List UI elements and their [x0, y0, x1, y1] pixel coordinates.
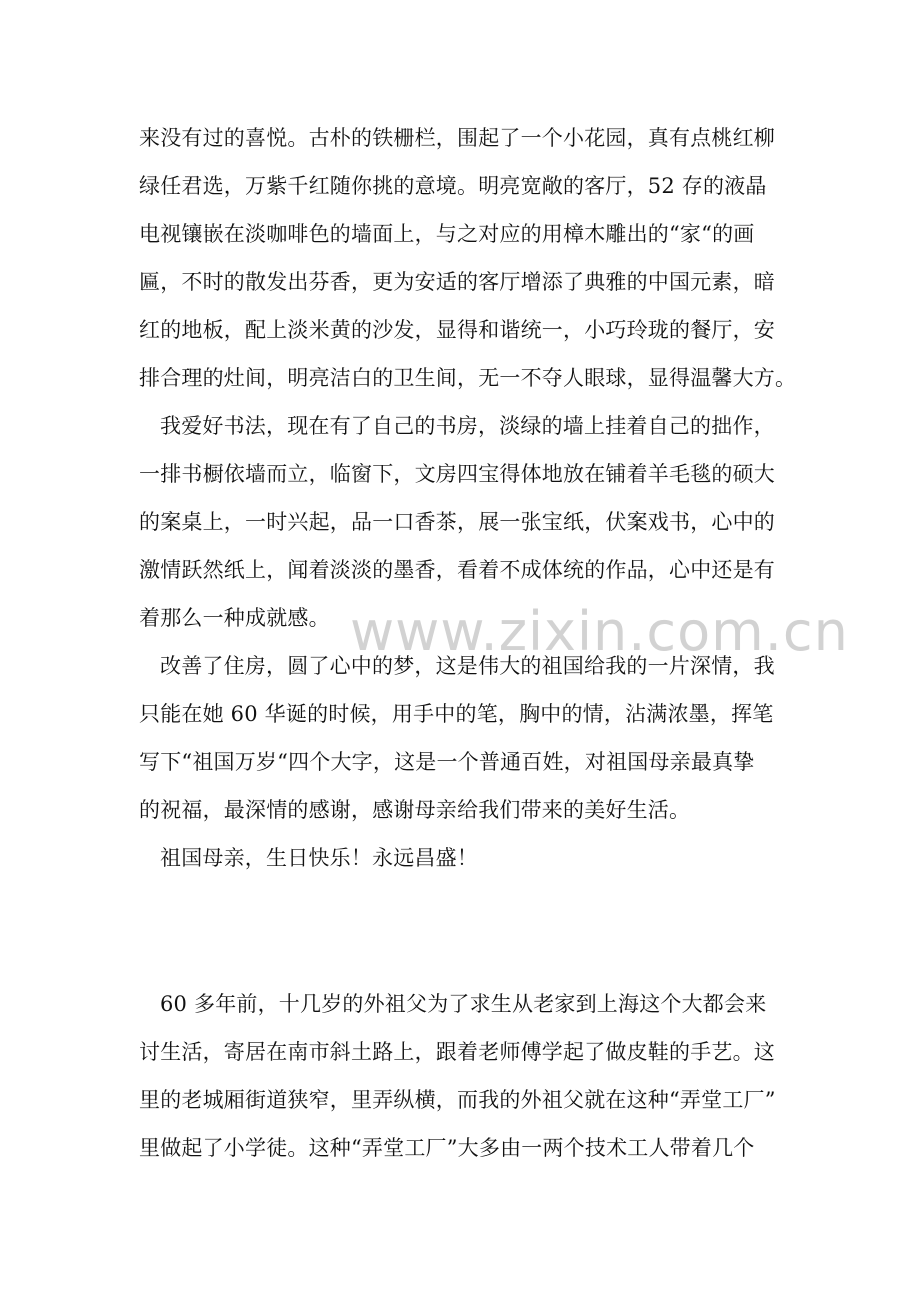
text-line: 电视镶嵌在淡咖啡色的墙面上，与之对应的用樟木雕出的“家“的画 — [139, 222, 755, 246]
text-line: 着那么一种成就感。 — [139, 606, 330, 630]
text-line: 一排书橱依墙而立，临窗下，文房四宝得体地放在铺着羊毛毯的硕大 — [139, 462, 775, 486]
text-line: 只能在她 60 华诞的时候，用手中的笔，胸中的情，沾满浓墨，挥笔 — [139, 702, 774, 726]
text-line: 排合理的灶间，明亮洁白的卫生间，无一不夺人眼球，显得温馨大方。 — [139, 366, 797, 390]
text-line: 激情跃然纸上，闻着淡淡的墨香，看着不成体统的作品，心中还是有 — [139, 558, 775, 582]
text-line: 匾，不时的散发出芬香，更为安适的客厅增添了典雅的中国元素，暗 — [139, 270, 775, 294]
paragraph-first-line: 祖国母亲，生日快乐！永远昌盛！ — [160, 846, 478, 870]
text-line: 里做起了小学徒。这种“弄堂工厂”大多由一两个技术工人带着几个 — [139, 1136, 755, 1160]
paragraph-first-line: 我爱好书法，现在有了自己的书房，淡绿的墙上挂着自己的拙作， — [160, 414, 775, 438]
text-line: 的祝福，最深情的感谢，感谢母亲给我们带来的美好生活。 — [139, 798, 691, 822]
article-section-grandfather — [139, 980, 799, 1172]
text-line: 来没有过的喜悦。古朴的铁栅栏，围起了一个小花园，真有点桃红柳 — [139, 126, 775, 150]
text-line: 的案桌上，一时兴起，品一口香茶，展一张宝纸，伏案戏书，心中的 — [139, 510, 775, 534]
text-line: 写下“祖国万岁“四个大字，这是一个普通百姓，对祖国母亲最真挚 — [139, 750, 755, 774]
text-line: 里的老城厢街道狭窄，里弄纵横，而我的外祖父就在这种“弄堂工厂” — [139, 1088, 776, 1112]
text-line: 讨生活，寄居在南市斜土路上，跟着老师傅学起了做皮鞋的手艺。这 — [139, 1040, 775, 1064]
text-line: 红的地板，配上淡米黄的沙发，显得和谐统一，小巧玲珑的餐厅，安 — [139, 318, 775, 342]
article-section-home — [139, 114, 799, 882]
text-line: 绿任君选，万紫千红随你挑的意境。明亮宽敞的客厅，52 存的液晶 — [139, 174, 767, 198]
paragraph-first-line: 改善了住房，圆了心中的梦，这是伟大的祖国给我的一片深情，我 — [160, 654, 775, 678]
paragraph-first-line: 60 多年前，十几岁的外祖父为了求生从老家到上海这个大都会来 — [160, 992, 767, 1016]
watermark: www.zixin.com.cn — [350, 600, 849, 663]
